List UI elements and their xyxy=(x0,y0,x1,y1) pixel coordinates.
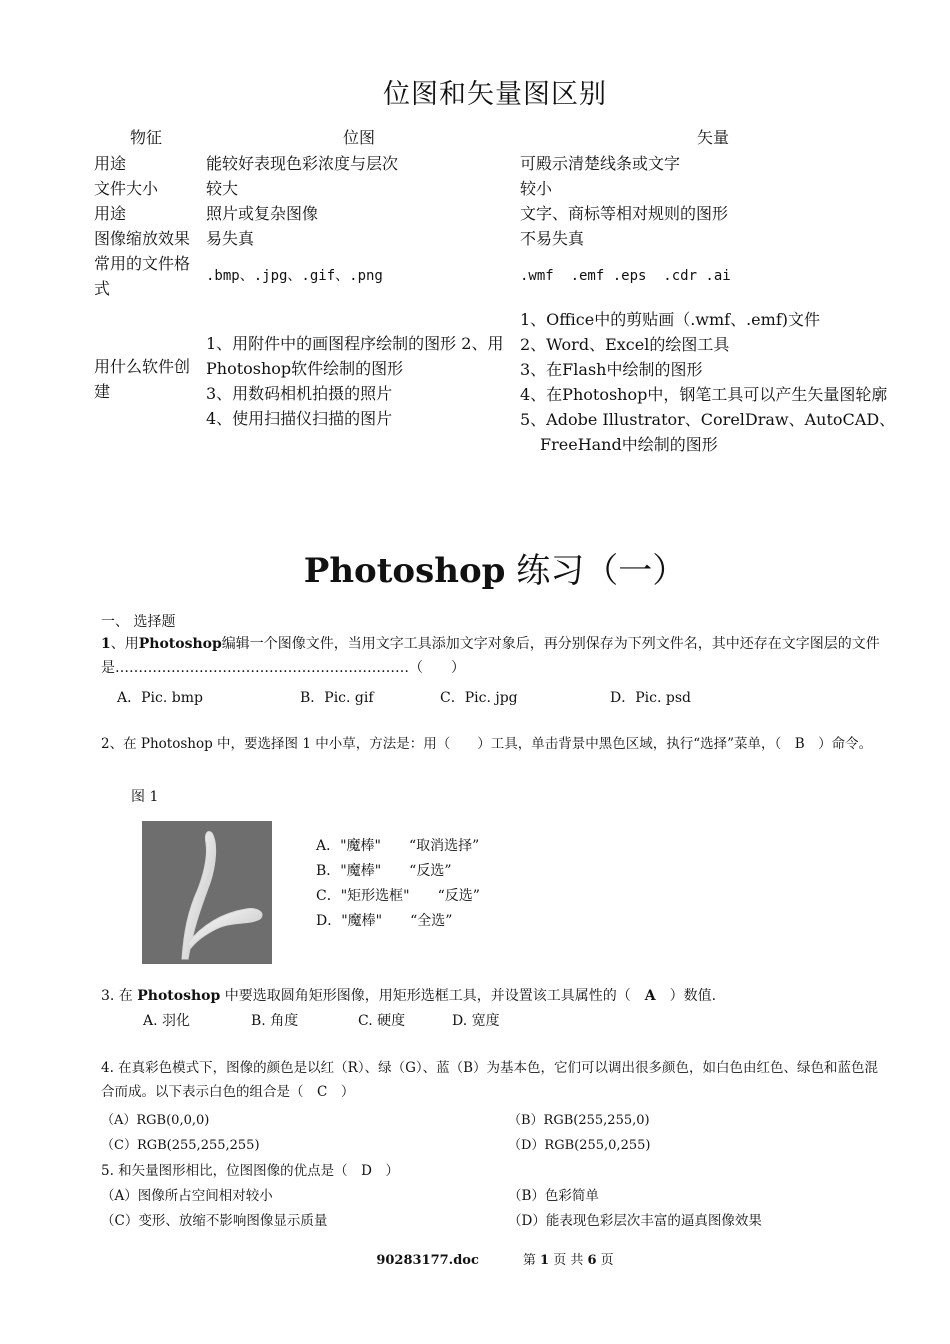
q3-text: 中要选取圆角矩形图像，用矩形选框工具，并设置该工具属性的（ xyxy=(220,988,645,1004)
q4-option-b: （B）RGB(255,255,0) xyxy=(508,1113,650,1128)
q5-option-b: （B）色彩简单 xyxy=(508,1188,599,1204)
footer-page-post: 页 xyxy=(596,1253,614,1268)
row-label: 用什么软件创建 xyxy=(94,357,191,401)
q1-app: Photoshop xyxy=(138,636,222,652)
list-item: 3、用数码相机拍摄的照片 xyxy=(206,384,393,403)
q1-option-c: C．Pic. jpg xyxy=(440,690,518,706)
list-item: 1、Office中的剪贴画（.wmf、.emf)文件 xyxy=(520,310,820,329)
vector-cell: 不易失真 xyxy=(520,229,585,248)
q2-option-b: B．"魔棒" “反选” xyxy=(316,863,452,879)
bitmap-cell xyxy=(202,301,516,457)
q2-option-c: C．"矩形选框" “反选” xyxy=(316,888,480,904)
footer-page-number: 1 xyxy=(540,1253,550,1268)
q1-pre: 、用 xyxy=(110,636,139,652)
figure-1-grass-image xyxy=(142,821,272,964)
q3-option-d: D. 宽度 xyxy=(452,1013,500,1029)
grass-illustration xyxy=(142,821,272,964)
question-4: 4. 在真彩色模式下，图像的颜色是以红（R）、绿（G）、蓝（B）为基本色，它们可以调出很多颜色，如白色由红色、绿色和蓝色混合而成。以下表示白色的组合是（ C ） xyxy=(101,1060,879,1100)
vector-cell: 文字、商标等相对规则的图形 xyxy=(520,204,729,223)
exercise-title xyxy=(0,543,950,592)
question-1 xyxy=(101,632,891,680)
table-row xyxy=(90,251,910,301)
q3-app: Photoshop xyxy=(137,988,221,1004)
footer-page-mid: 页 共 xyxy=(549,1253,588,1268)
table-header: 位图 xyxy=(342,128,375,147)
row-label: 常用的文件格式 xyxy=(94,254,191,298)
q1-option-a: A．Pic. bmp xyxy=(117,690,203,706)
q4-option-c: （C）RGB(255,255,255) xyxy=(101,1138,260,1153)
footer-filename: 90283177.doc xyxy=(376,1253,479,1268)
q5-option-d: （D）能表现色彩层次丰富的逼真图像效果 xyxy=(508,1213,762,1229)
q5-option-c: （C）变形、放缩不影响图像显示质量 xyxy=(101,1213,328,1229)
q2-option-d: D．"魔棒" “全选” xyxy=(316,913,453,929)
q4-option-a: （A）RGB(0,0,0) xyxy=(101,1113,210,1128)
comparison-table xyxy=(90,125,910,457)
exercise-title-bold: Photoshop xyxy=(303,551,506,591)
exercise-title-rest: 练习（一） xyxy=(505,551,687,591)
question-2: 2、在 Photoshop 中，要选择图 1 中小草，方法是：用（ ）工具，单击背景中黑色区域，执行“选择”菜单，（ B ）命令。 xyxy=(101,736,873,752)
table-row xyxy=(90,176,910,201)
q3-option-b: B. 角度 xyxy=(251,1013,299,1029)
row-label: 图像缩放效果 xyxy=(94,229,191,248)
q3-pre: 3. 在 xyxy=(101,988,138,1004)
row-label: 用途 xyxy=(94,204,127,223)
page-footer xyxy=(0,1249,950,1268)
list-item: 2、Word、Excel的绘图工具 xyxy=(520,335,730,354)
question-3 xyxy=(101,985,716,1005)
bitmap-cell: 照片或复杂图像 xyxy=(206,204,319,223)
question-5: 5. 和矢量图形相比，位图图像的优点是（ D ） xyxy=(101,1163,399,1179)
q3-post: ）数值. xyxy=(655,988,717,1004)
q3-option-a: A. 羽化 xyxy=(143,1013,191,1029)
section-heading: 一、 选择题 xyxy=(101,614,176,630)
q1-text: 编辑一个图像文件，当用文字工具添加文字对象后，再分别保存为下列文件名，其中还存在文字图层的文件是………………………………………………………（ ） xyxy=(101,636,880,676)
list-item: 5、Adobe Illustrator、CorelDraw、AutoCAD、FreeHand中绘制的图形 xyxy=(520,410,896,454)
footer-page-total: 6 xyxy=(587,1253,597,1268)
bitmap-cell: .bmp、.jpg、.gif、.png xyxy=(206,267,383,284)
section-title-bitmap-vs-vector: 位图和矢量图区别 xyxy=(383,79,607,110)
figure-label: 图 1 xyxy=(131,789,159,805)
footer-page-pre: 第 xyxy=(522,1253,541,1268)
table-header-row xyxy=(90,125,910,151)
q2-option-a: A．"魔棒" “取消选择” xyxy=(316,838,480,854)
table-header: 矢量 xyxy=(696,128,729,147)
vector-cell: 可殿示清楚线条或文字 xyxy=(520,154,681,173)
table-row xyxy=(90,151,910,176)
list-item: 4、在Photoshop中，钢笔工具可以产生矢量图轮廓 xyxy=(520,385,888,404)
list-item: 1、用附件中的画图程序绘制的图形 2、用Photoshop软件绘制的图形 xyxy=(206,334,504,378)
q3-answer: A xyxy=(644,988,656,1004)
vector-cell: 较小 xyxy=(520,179,553,198)
table-row xyxy=(90,301,910,457)
bitmap-cell: 较大 xyxy=(206,179,239,198)
q3-option-c: C. 硬度 xyxy=(358,1013,406,1029)
table-row xyxy=(90,201,910,226)
table-row xyxy=(90,226,910,251)
q5-option-a: （A）图像所占空间相对较小 xyxy=(101,1188,273,1204)
row-label: 用途 xyxy=(94,154,127,173)
vector-cell xyxy=(516,301,910,457)
bitmap-cell: 能较好表现色彩浓度与层次 xyxy=(206,154,399,173)
list-item: 4、使用扫描仪扫描的图片 xyxy=(206,409,393,428)
q4-option-d: （D）RGB(255,0,255) xyxy=(508,1138,651,1153)
row-label: 文件大小 xyxy=(94,179,159,198)
q1-number: 1 xyxy=(101,636,111,652)
bitmap-cell: 易失真 xyxy=(206,229,255,248)
q1-option-d: D．Pic. psd xyxy=(610,690,691,706)
vector-cell: .wmf .emf .eps .cdr .ai xyxy=(520,267,731,284)
list-item: 3、在Flash中绘制的图形 xyxy=(520,360,703,379)
table-header: 物征 xyxy=(129,128,162,147)
q1-option-b: B．Pic. gif xyxy=(300,690,374,706)
